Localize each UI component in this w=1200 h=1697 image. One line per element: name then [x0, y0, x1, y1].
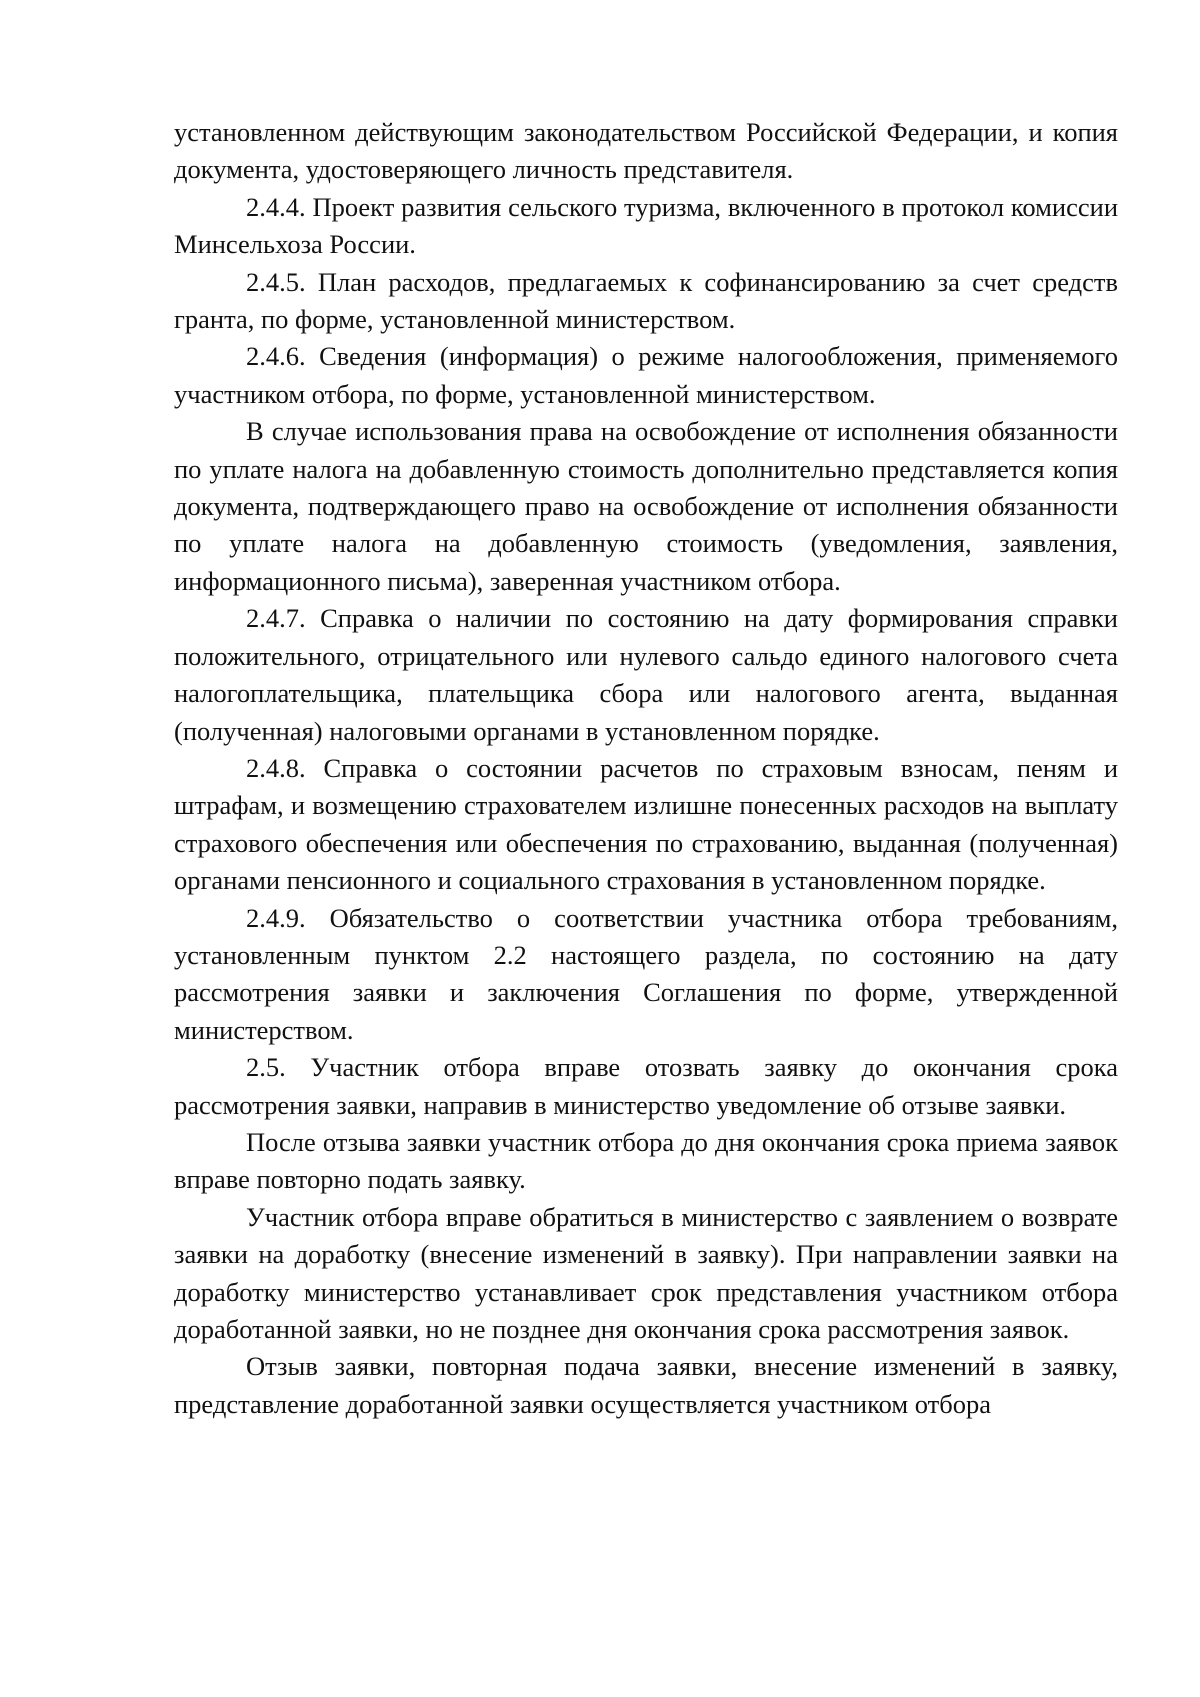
document-body	[174, 114, 1118, 1423]
paragraph-2-4-4: 2.4.4. Проект развития сельского туризма, включенного в протокол комиссии Минсельхоза России.	[174, 191, 1118, 260]
paragraph-resubmission: После отзыва заявки участник отбора до дня окончания срока приема заявок вправе повторно подать заявку.	[174, 1126, 1118, 1195]
paragraph-2-4-9: 2.4.9. Обязательство о соответствии участника отбора требованиям, установленным пунктом 2.2 настоящего раздела, по состоянию на дату рассмотрения заявки и заключения Соглашения по форме, утвержденной министерством.	[174, 902, 1118, 1045]
paragraph-2-4-7: 2.4.7. Справка о наличии по состоянию на дату формирования справки положительного, отрицательного или нулевого сальдо единого налогового счета налогоплательщика, плательщика сбора или налогового агента, выданная (полученная) налоговыми органами в установленном порядке.	[174, 603, 1118, 746]
paragraph-return-for-revision: Участник отбора вправе обратиться в министерство с заявлением о возврате заявки на доработку (внесение изменений в заявку). При направлении заявки на доработку министерство устанавливает срок представления участником отбора доработанной заявки, но не позднее дня окончания срока рассмотрения заявок.	[174, 1201, 1118, 1344]
paragraph-2-4-6: 2.4.6. Сведения (информация) о режиме налогообложения, применяемого участником отбора, по форме, установленной министерством.	[174, 341, 1118, 409]
paragraph-vat-exemption: В случае использования права на освобождение от исполнения обязанности по уплате налога на добавленную стоимость дополнительно представляется копия документа, подтверждающего право на освобождение от исполнения обязанности по уплате налога на добавленную стоимость (уведомления, заявления, информационного письма), заверенная участником отбора.	[174, 416, 1118, 596]
paragraph-2-4-5: 2.4.5. План расходов, предлагаемых к софинансированию за счет средств гранта, по форме, установленной министерством.	[174, 266, 1118, 335]
paragraph-2-5: 2.5. Участник отбора вправе отозвать заявку до окончания срока рассмотрения заявки, направив в министерство уведомление об отзыве заявки.	[174, 1052, 1118, 1120]
paragraph-withdrawal-procedure: Отзыв заявки, повторная подача заявки, внесение изменений в заявку, представление доработанной заявки осуществляется участником отбора	[174, 1351, 1118, 1419]
paragraph-continuation: установленном действующим законодательством Российской Федерации, и копия документа, удостоверяющего личность представителя.	[174, 117, 1118, 185]
paragraph-2-4-8: 2.4.8. Справка о состоянии расчетов по страховым взносам, пеням и штрафам, и возмещению страхователем излишне понесенных расходов на выплату страхового обеспечения или обеспечения по страхованию, выданная (полученная) органами пенсионного и социального страхования в установленном порядке.	[174, 752, 1118, 896]
